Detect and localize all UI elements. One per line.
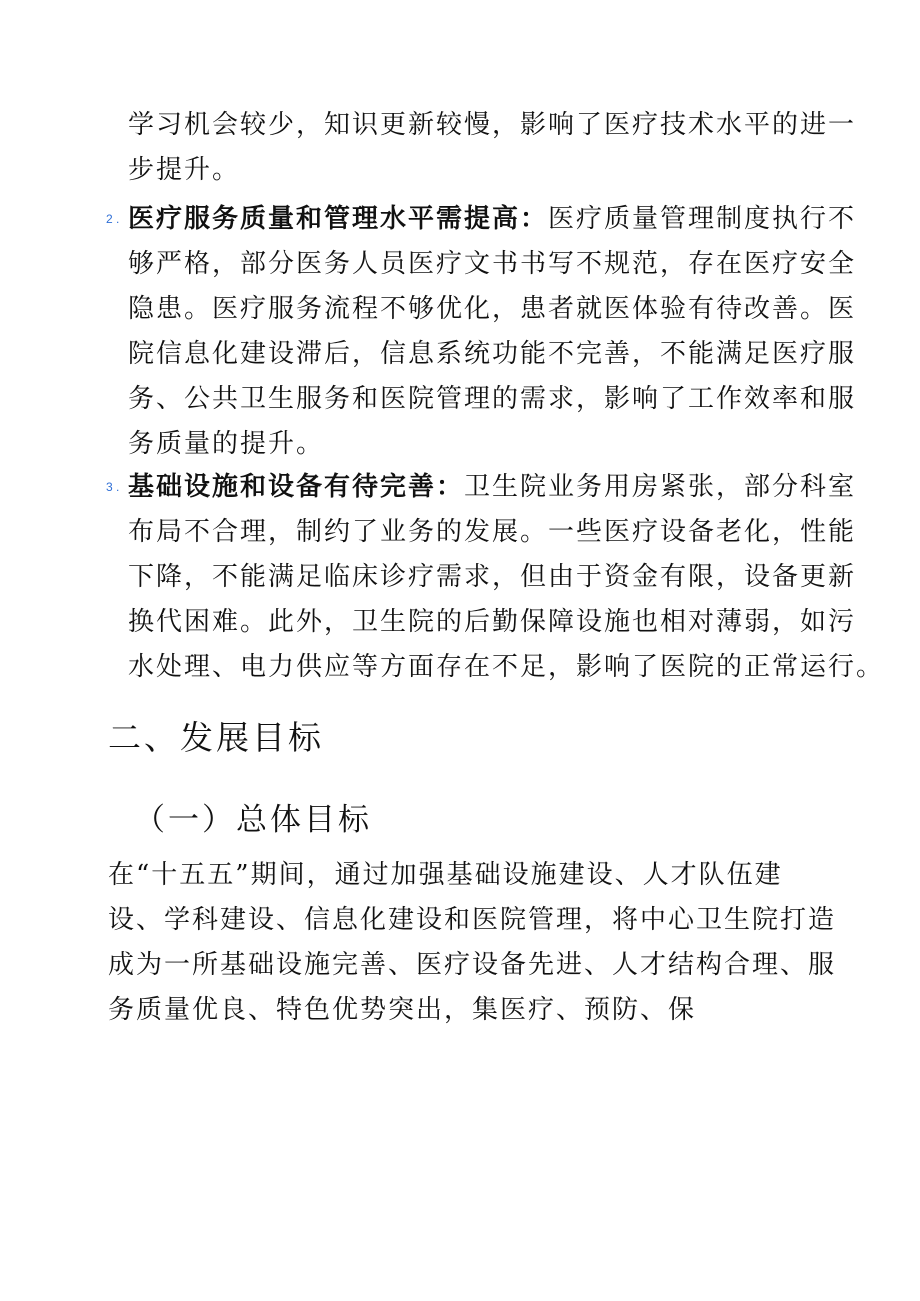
text-line: 下降，不能满足临床诊疗需求，但由于资金有限，设备更新 (128, 562, 857, 592)
text-line: 在“十五五”期间，通过加强基础设施建设、人才队伍建 (108, 860, 783, 890)
list-number: 3 . (106, 480, 120, 494)
text-line: 学习机会较少，知识更新较慢，影响了医疗技术水平的进一 (128, 110, 857, 140)
text-line: 医疗服务质量和管理水平需提高：医疗质量管理制度执行不 (128, 204, 857, 234)
text-line: 隐患。医疗服务流程不够优化，患者就医体验有待改善。医 (128, 294, 857, 324)
list-item-3 (106, 465, 885, 690)
text-line: 设、学科建设、信息化建设和医院管理，将中心卫生院打造 (108, 905, 837, 935)
text-line: 布局不合理，制约了业务的发展。一些医疗设备老化，性能 (128, 517, 857, 547)
text-line: 基础设施和设备有待完善：卫生院业务用房紧张，部分科室 (128, 472, 857, 502)
text-line: 够严格，部分医务人员医疗文书书写不规范，存在医疗安全 (128, 249, 857, 279)
subsection-heading: （一）总体目标 (134, 802, 372, 838)
text-line: 换代困难。此外，卫生院的后勤保障设施也相对薄弱，如污 (128, 607, 857, 637)
list-number: 2 . (106, 212, 120, 226)
item-heading: 基础设施和设备有待完善： (128, 472, 465, 502)
text-line: 务、公共卫生服务和医院管理的需求，影响了工作效率和服 (128, 384, 857, 414)
body-paragraph (108, 853, 837, 1033)
section-heading: 二、发展目标 (108, 718, 324, 757)
text-line: 成为一所基础设施完善、医疗设备先进、人才结构合理、服 (108, 950, 837, 980)
list-item-2 (106, 197, 857, 467)
text-line: 务质量优良、特色优势突出，集医疗、预防、保 (108, 995, 697, 1025)
continuation-paragraph (128, 103, 857, 193)
text-line: 院信息化建设滞后，信息系统功能不完善，不能满足医疗服 (128, 339, 857, 369)
text-line: 水处理、电力供应等方面存在不足，影响了医院的正常运行。 (128, 652, 885, 682)
text-line: 步提升。 (128, 155, 241, 185)
text-line: 务质量的提升。 (128, 429, 325, 459)
item-heading: 医疗服务质量和管理水平需提高： (128, 204, 549, 234)
